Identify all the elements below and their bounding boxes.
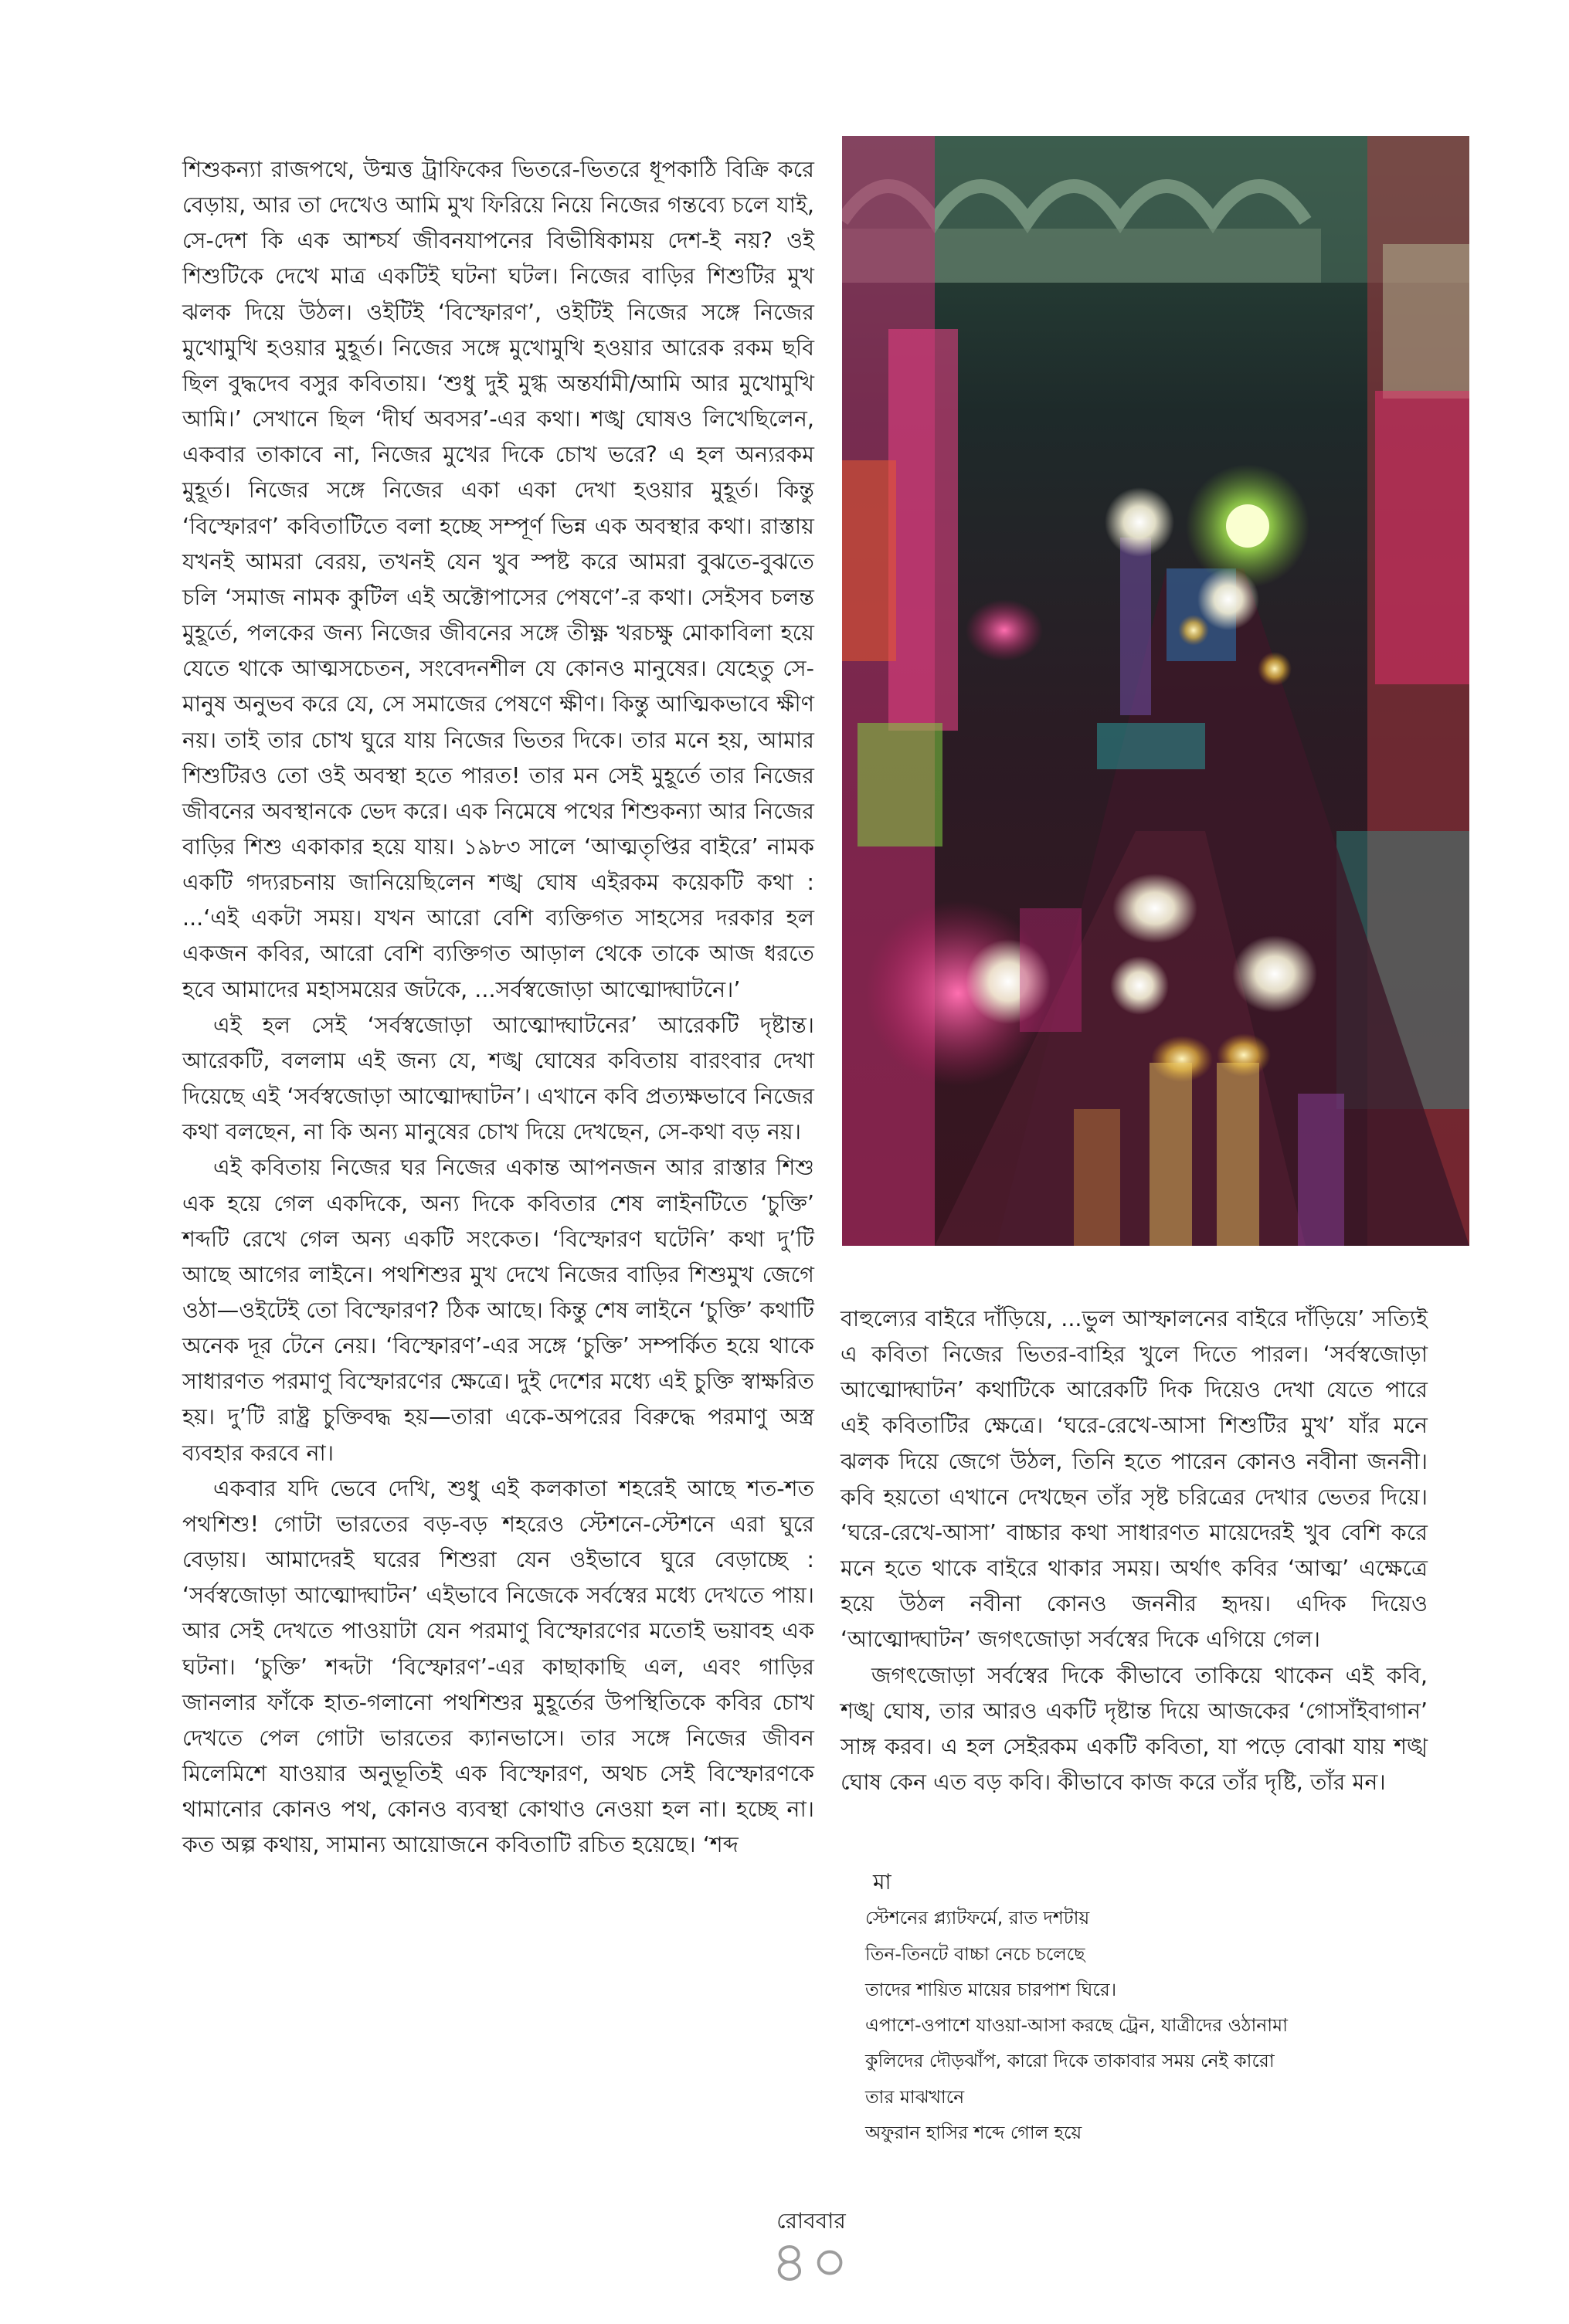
poem-line: তিন-তিনটে বাচ্চা নেচে চলেছে	[865, 1942, 1085, 1965]
poem-line: স্টেশনের প্ল্যাটফর্মে, রাত দশটায়	[865, 1907, 1090, 1929]
poem-line: তাদের শায়িত মায়ের চারপাশ ঘিরে।	[865, 1978, 1117, 2000]
paragraph: এই কবিতায় নিজের ঘর নিজের একান্ত আপনজন আর রাস্তার শিশু এক হয়ে গেল একদিকে, অন্য দিকে কবিতার শেষ লাইনটিতে ‘চুক্তি’ শব্দটি রেখে গেল অন্য একটি সংকেত। ‘বিস্ফোরণ ঘটেনি’ কথা দু’টি আছে আগের লাইনে। পথশিশুর মুখ দেখে নিজের বাড়ির শিশুমুখ জেগে ওঠা—ওইটেই তো বিস্ফোরণ? ঠিক আছে। কিন্তু শেষ লাইনে ‘চুক্তি’ কথাটি অনেক দূর টেনে নেয়। ‘বিস্ফোরণ’-এর সঙ্গে ‘চুক্তি’ সম্পর্কিত হয়ে থাকে সাধারণত পরমাণু বিস্ফোরণের ক্ষেত্রে। দুই দেশের মধ্যে এই চুক্তি স্বাক্ষরিত হয়। দু’টি রাষ্ট্র চুক্তিবদ্ধ হয়—তারা একে-অপরের বিরুদ্ধে পরমাণু অস্ত্র ব্যবহার করবে না।	[182, 1154, 814, 1466]
right-article-column	[841, 1301, 1428, 1800]
paragraph: একবার যদি ভেবে দেখি, শুধু এই কলকাতা শহরেই আছে শত-শত পথশিশু! গোটা ভারতের বড়-বড় শহরেও স্টেশনে-স্টেশনে এরা ঘুরে বেড়ায়। আমাদেরই ঘরের শিশুরা যেন ওইভাবে ঘুরে বেড়াচ্ছে : ‘সর্বস্বজোড়া আত্মোদ্ঘাটন’ এইভাবে নিজেকে সর্বস্বের মধ্যে দেখতে পায়। আর সেই দেখতে পাওয়াটা যেন পরমাণু বিস্ফোরণের মতোই ভয়াবহ এক ঘটনা। ‘চুক্তি’ শব্দটা ‘বিস্ফোরণ’-এর কাছাকাছি এল, এবং গাড়ির জানলার ফাঁকে হাত-গলানো পথশিশুর মুহূর্তের উপস্থিতিকে কবির চোখ দেখতে পেল গোটা ভারতের ক্যানভাসে। তার সঙ্গে নিজের জীবন মিলেমিশে যাওয়ার অনুভূতিই এক বিস্ফোরণ, অথচ সেই বিস্ফোরণকে থামানোর কোনও পথ, কোনও ব্যবস্থা কোথাও নেওয়া হল না। হচ্ছে না। কত অল্প কথায়, সামান্য আয়োজনে কবিতাটি রচিত হয়েছে। ‘শব্দ	[182, 1474, 814, 1858]
left-article-column	[182, 151, 814, 1863]
paragraph: এই হল সেই ‘সর্বস্বজোড়া আত্মোদ্ঘাটনের’ আরেকটি দৃষ্টান্ত। আরেকটি, বললাম এই জন্য যে, শঙ্খ ঘোষের কবিতায় বারংবার দেখা দিয়েছে এই ‘সর্বস্বজোড়া আত্মোদ্ঘাটন’। এখানে কবি প্রত্যক্ষভাবে নিজের কথা বলছেন, না কি অন্য মানুষের চোখ দিয়ে দেখছেন, সে-কথা বড় নয়।	[182, 1011, 814, 1145]
paragraph: জগৎজোড়া সর্বস্বের দিকে কীভাবে তাকিয়ে থাকেন এই কবি, শঙ্খ ঘোষ, তার আরও একটি দৃষ্টান্ত দিয়ে আজকের ‘গোসাঁইবাগান’ সাঙ্গ করব। এ হল সেইরকম একটি কবিতা, যা পড়ে বোঝা যায় শঙ্খ ঘোষ কেন এত বড় কবি। কীভাবে কাজ করে তাঁর দৃষ্টি, তাঁর মন।	[841, 1661, 1428, 1796]
magazine-name: রোববার	[776, 2208, 846, 2234]
poem-line: এপাশে-ওপাশে যাওয়া-আসা করছে ট্রেন, যাত্রীদের ওঠানামা	[865, 2014, 1288, 2037]
poem-line: কুলিদের দৌড়ঝাঁপ, কারো দিকে তাকাবার সময় নেই কারো	[865, 2050, 1275, 2072]
paragraph: বাহুল্যের বাইরে দাঁড়িয়ে, ...ভুল আস্ফালনের বাইরে দাঁড়িয়ে’ সত্যিই এ কবিতা নিজের ভিতর-বাহির খুলে দিতে পারল। ‘সর্বস্বজোড়া আত্মোদ্ঘাটন’ কথাটিকে আরেকটি দিক দিয়েও দেখা যেতে পারে এই কবিতাটির ক্ষেত্রে। ‘ঘরে-রেখে-আসা শিশুটির মুখ’ যাঁর মনে ঝলক দিয়ে জেগে উঠল, তিনি হতে পারেন কোনও নবীনা জননী। কবি হয়তো এখানে দেখছেন তাঁর সৃষ্ট চরিত্রের দেখার ভেতর দিয়ে। ‘ঘরে-রেখে-আসা’ বাচ্চার কথা সাধারণত মায়েদেরই খুব বেশি করে মনে হতে থাকে বাইরে থাকার সময়। অর্থাৎ কবির ‘আত্ম’ এক্ষেত্রে হয়ে উঠল নবীনা কোনও জননীর হৃদয়। এদিক দিয়েও ‘আত্মোদ্ঘাটন’ জগৎজোড়া সর্বস্বের দিকে এগিয়ে গেল।	[841, 1305, 1428, 1653]
page-footer	[695, 2207, 927, 2295]
poem-line: অফুরান হাসির শব্দে গোল হয়ে	[865, 2122, 1082, 2144]
poem-block	[865, 1864, 1421, 2150]
paragraph: শিশুকন্যা রাজপথে, উন্মত্ত ট্রাফিকের ভিতরে-ভিতরে ধূপকাঠি বিক্রি করে বেড়ায়, আর তা দেখেও আমি মুখ ফিরিয়ে নিয়ে নিজের গন্তব্যে চলে যাই, সে-দেশ কি এক আশ্চর্য জীবনযাপনের বিভীষিকাময় দেশ-ই নয়? ওই শিশুটিকে দেখে মাত্র একটিই ঘটনা ঘটল। নিজের বাড়ির শিশুটির মুখ ঝলক দিয়ে উঠল। ওইটিই ‘বিস্ফোরণ’, ওইটিই নিজের সঙ্গে নিজের মুখোমুখি হওয়ার মুহূর্ত। নিজের সঙ্গে মুখোমুখি হওয়ার আরেক রকম ছবি ছিল বুদ্ধদেব বসুর কবিতায়। ‘শুধু দুই মুগ্ধ অন্তর্যামী/আমি আর মুখোমুখি আমি।’ সেখানে ছিল ‘দীর্ঘ অবসর’-এর কথা। শঙ্খ ঘোষও লিখেছিলেন, একবার তাকাবে না, নিজের মুখের দিকে চোখ ভরে? এ হল অন্যরকম মুহূর্ত। নিজের সঙ্গে নিজের একা একা দেখা হওয়ার মুহূর্ত। কিন্তু ‘বিস্ফোরণ’ কবিতাটিতে বলা হচ্ছে সম্পূর্ণ ভিন্ন এক অবস্থার কথা। রাস্তায় যখনই আমরা বেরয়, তখনই যেন খুব স্পষ্ট করে আমরা বুঝতে-বুঝতে চলি ‘সমাজ নামক কুটিল এই অক্টোপাসের পেষণে’-র কথা। সেইসব চলন্ত মুহূর্তে, পলকের জন্য নিজের জীবনের সঙ্গে তীক্ষ্ণ খরচক্ষু মোকাবিলা হয়ে যেতে থাকে আত্মসচেতন, সংবেদনশীল যে কোনও মানুষের। যেহেতু সে-মানুষ অনুভব করে যে, সে সমাজের পেষণে ক্ষীণ। কিন্তু আত্মিকভাবে ক্ষীণ নয়। তাই তার চোখ ঘুরে যায় নিজের ভিতর দিকে। তার মনে হয়, আমার শিশুটিরও তো ওই অবস্থা হতে পারত! তার মন সেই মুহূর্তে তার নিজের জীবনের অবস্থানকে ভেদ করে। এক নিমেষে পথের শিশুকন্যা আর নিজের বাড়ির শিশু একাকার হয়ে যায়। ১৯৮৩ সালে ‘আত্মতৃপ্তির বাইরে’ নামক একটি গদ্যরচনায় জানিয়েছিলেন শঙ্খ ঘোষ এইরকম কয়েকটি কথা : ...‘এই একটা সময়। যখন আরো বেশি ব্যক্তিগত সাহসের দরকার হল একজন কবির, আরো বেশি ব্যক্তিগত আড়াল থেকে তাকে আজ ধরতে হবে আমাদের মহাসময়ের জটকে, ...সর্বস্বজোড়া আত্মোদ্ঘাটনে।’	[182, 156, 814, 1003]
night-street-photo	[842, 136, 1469, 1246]
poem-title: মা	[873, 1869, 891, 1895]
page-number: ৪০	[770, 2229, 852, 2295]
poem-line: তার মাঝখানে	[865, 2085, 965, 2108]
